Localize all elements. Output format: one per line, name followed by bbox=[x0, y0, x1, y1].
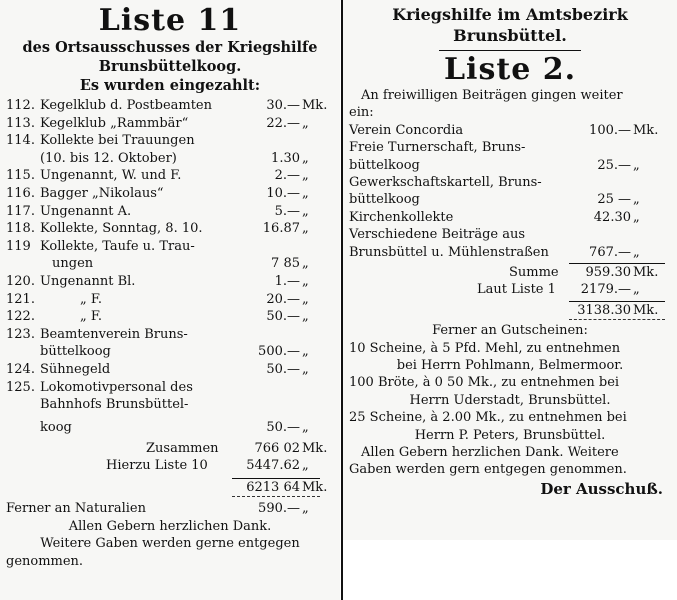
dashed-rule bbox=[232, 496, 320, 497]
summe-amount: 959.30 bbox=[585, 264, 631, 280]
gutschein-1a: 10 Scheine, à 5 Pfd. Mehl, zu entnehmen bbox=[349, 340, 621, 356]
hierzu-unit: „ bbox=[302, 458, 309, 474]
list-item: 112. Kegelklub d. Postbeamten 30.— Mk. bbox=[6, 98, 328, 113]
zusammen-amount: 766 02 bbox=[254, 440, 300, 456]
right-thanks-2: Gaben werden gern entgegen genommen. bbox=[349, 462, 627, 478]
naturalien-row bbox=[6, 500, 334, 518]
left-thanks-1: Allen Gebern herzlichen Dank. bbox=[68, 519, 272, 535]
left-title: Liste 11 bbox=[98, 3, 242, 38]
list-item: Verein Concordia 100.— Mk. bbox=[349, 122, 659, 138]
naturalien-unit: „ bbox=[302, 501, 309, 517]
laut-row bbox=[349, 281, 671, 298]
list-item: Brunsbüttel u. Mühlenstraßen 767.— „ bbox=[349, 244, 640, 260]
list-item: 125. Lokomotivpersonal des bbox=[6, 379, 193, 395]
list-item: 120. Ungenannt Bl. 1.— „ bbox=[6, 273, 309, 289]
left-total-row bbox=[6, 479, 334, 497]
dashed-rule-right bbox=[569, 319, 665, 320]
list-item: 119 Kollekte, Taufe u. Trau- bbox=[6, 238, 195, 254]
summe-label: Summe bbox=[509, 264, 559, 280]
list-item: 124. Sühnegeld 50.— „ bbox=[6, 361, 309, 377]
list-item: koog 50.— „ bbox=[40, 419, 309, 435]
list-item: 117. Ungenannt A. 5.— „ bbox=[6, 203, 309, 219]
left-subtitle-2: Brunsbüttelkoog. bbox=[98, 58, 242, 75]
gutschein-2a: 100 Bröte, à 0 50 Mk., zu entnehmen bei bbox=[349, 375, 620, 391]
left-subtitle-1: des Ortsausschusses der Kriegshilfe bbox=[22, 39, 318, 56]
summe-unit: Mk. bbox=[633, 264, 659, 280]
right-total-row bbox=[349, 302, 671, 319]
list-item: Freie Turnerschaft, Bruns- bbox=[349, 140, 526, 156]
heading-rule bbox=[439, 50, 581, 51]
right-heading-2: Brunsbüttel. bbox=[453, 26, 567, 45]
right-column bbox=[343, 0, 677, 540]
list-item: Kirchenkollekte 42.30 „ bbox=[349, 209, 640, 225]
left-thanks-2: Weitere Gaben werden gerne entgegen bbox=[40, 536, 300, 552]
list-item: büttelkoog 25 — „ bbox=[349, 192, 640, 208]
list-item: büttelkoog 500.— „ bbox=[40, 344, 309, 360]
right-total-amount: 3138.30 bbox=[577, 302, 631, 318]
left-total-amount: 6213 64 bbox=[246, 479, 300, 495]
list-item: ungen 7 85 „ bbox=[52, 256, 309, 272]
zusammen-row bbox=[6, 440, 334, 458]
list-item: Bahnhofs Brunsbüttel- bbox=[40, 397, 189, 413]
hierzu-label: Hierzu Liste 10 bbox=[106, 458, 208, 474]
right-title: Liste 2. bbox=[443, 52, 577, 87]
gutschein-3a: 25 Scheine, à 2.00 Mk., zu entnehmen bei bbox=[349, 410, 627, 426]
summe-row bbox=[349, 264, 671, 281]
list-item: Gewerkschaftskartell, Bruns- bbox=[349, 174, 542, 190]
zusammen-unit: Mk. bbox=[302, 440, 328, 456]
list-item: 123. Beamtenverein Bruns- bbox=[6, 326, 188, 342]
list-item: 116. Bagger „Nikolaus“ 10.— „ bbox=[6, 185, 309, 201]
laut-label: Laut Liste 1 bbox=[477, 282, 556, 298]
list-item: 118. Kollekte, Sonntag, 8. 10. 16.87 „ bbox=[6, 221, 309, 237]
laut-amount: 2179.— bbox=[580, 282, 631, 298]
list-item: (10. bis 12. Oktober) 1.30 „ bbox=[40, 150, 309, 166]
list-item: 113. Kegelklub „Rammbär“ 22.— „ bbox=[6, 115, 309, 131]
gutschein-3b: Herrn P. Peters, Brunsbüttel. bbox=[414, 427, 606, 443]
naturalien-label: Ferner an Naturalien bbox=[6, 501, 146, 517]
right-total-unit: Mk. bbox=[633, 302, 659, 318]
list-item: büttelkoog 25.— „ bbox=[349, 157, 640, 173]
list-item: Verschiedene Beiträge aus bbox=[349, 227, 526, 243]
list-item: 122. „ F. 50.— „ bbox=[6, 309, 309, 325]
hierzu-amount: 5447.62 bbox=[246, 458, 300, 474]
right-intro-1: An freiwilligen Beiträgen gingen weiter bbox=[361, 88, 623, 103]
gutschein-2b: Herrn Uderstadt, Brunsbüttel. bbox=[409, 392, 611, 408]
right-thanks-1: Allen Gebern herzlichen Dank. Weitere bbox=[361, 444, 619, 460]
right-heading-1: Kriegshilfe im Amtsbezirk bbox=[392, 5, 628, 24]
gutschein-1b: bei Herrn Pohlmann, Belmermoor. bbox=[396, 357, 624, 373]
left-total-unit: Mk. bbox=[302, 479, 328, 495]
list-item: 114. Kollekte bei Trauungen bbox=[6, 133, 195, 149]
laut-unit: „ bbox=[633, 282, 640, 298]
list-item: 115. Ungenannt, W. und F. 2.— „ bbox=[6, 168, 309, 184]
hierzu-row bbox=[6, 457, 334, 475]
list-item: 121. „ F. 20.— „ bbox=[6, 291, 309, 307]
left-entry-list bbox=[6, 97, 334, 438]
signature: Der Ausschuß. bbox=[540, 479, 663, 498]
left-thanks-3: genommen. bbox=[6, 553, 84, 569]
zusammen-label: Zusammen bbox=[146, 440, 219, 456]
naturalien-amount: 590.— bbox=[258, 501, 300, 517]
left-subtitle-3: Es wurden eingezahlt: bbox=[79, 77, 261, 94]
gutscheine-heading: Ferner an Gutscheinen: bbox=[432, 323, 588, 339]
right-intro-2: ein: bbox=[349, 105, 374, 121]
